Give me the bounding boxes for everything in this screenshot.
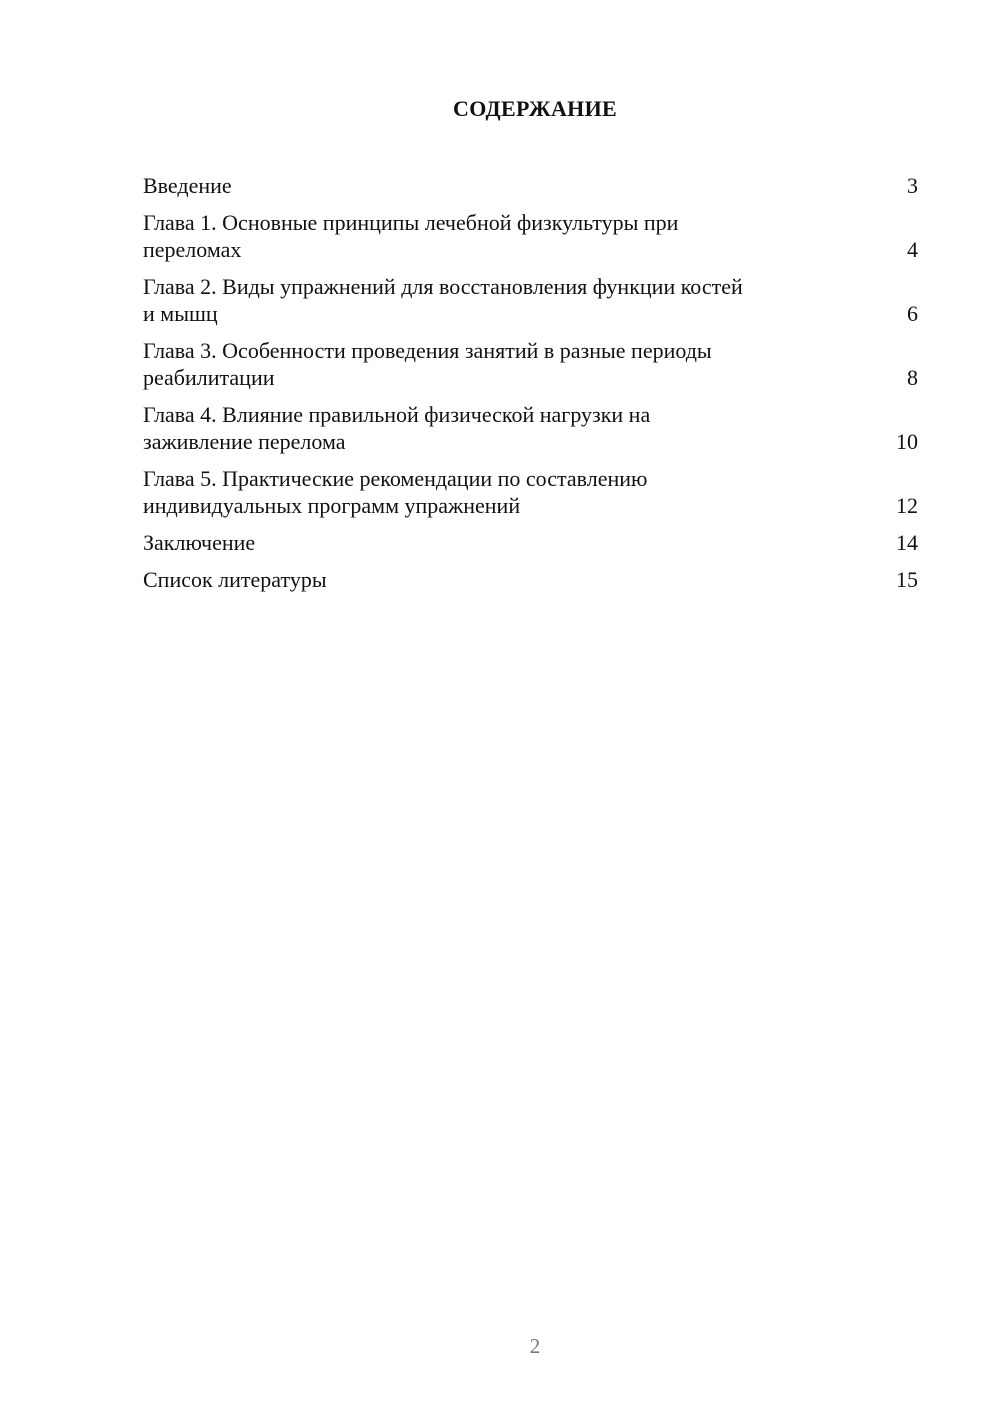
toc-entry-page: 4 (907, 237, 918, 262)
toc-entry-text: Заключение (143, 530, 256, 555)
toc-entry-page: 6 (907, 301, 918, 326)
toc-entry-bibliography (143, 566, 918, 593)
toc-entry-introduction (143, 172, 918, 199)
toc-title: СОДЕРЖАНИЕ (453, 96, 617, 121)
toc-entry-page: 3 (907, 173, 918, 198)
table-of-contents (143, 172, 918, 603)
toc-entry-page: 8 (907, 365, 918, 390)
toc-entry-text: Глава 5. Практические рекомендации по составлению индивидуальных программ упражнений (143, 466, 648, 518)
toc-entry-chapter-3 (143, 337, 918, 391)
toc-entry-text: Введение (143, 173, 232, 198)
toc-entry-page: 12 (896, 493, 918, 518)
toc-entry-text: Список литературы (143, 567, 327, 592)
toc-entry-chapter-5 (143, 465, 918, 519)
toc-entry-chapter-4 (143, 401, 918, 455)
toc-entry-chapter-1 (143, 209, 918, 263)
toc-entry-conclusion (143, 529, 918, 556)
toc-entry-page: 10 (896, 429, 918, 454)
toc-entry-text: Глава 4. Влияние правильной физической нагрузки на заживление перелома (143, 402, 651, 454)
toc-entry-text: Глава 1. Основные принципы лечебной физкультуры при переломах (143, 210, 679, 262)
toc-entry-text: Глава 2. Виды упражнений для восстановления функции костей и мышц (143, 274, 743, 326)
toc-entry-text: Глава 3. Особенности проведения занятий в разные периоды реабилитации (143, 338, 712, 390)
toc-entry-page: 15 (896, 567, 918, 592)
toc-entry-chapter-2 (143, 273, 918, 327)
toc-entry-page: 14 (896, 530, 918, 555)
page-number: 2 (529, 1334, 541, 1358)
